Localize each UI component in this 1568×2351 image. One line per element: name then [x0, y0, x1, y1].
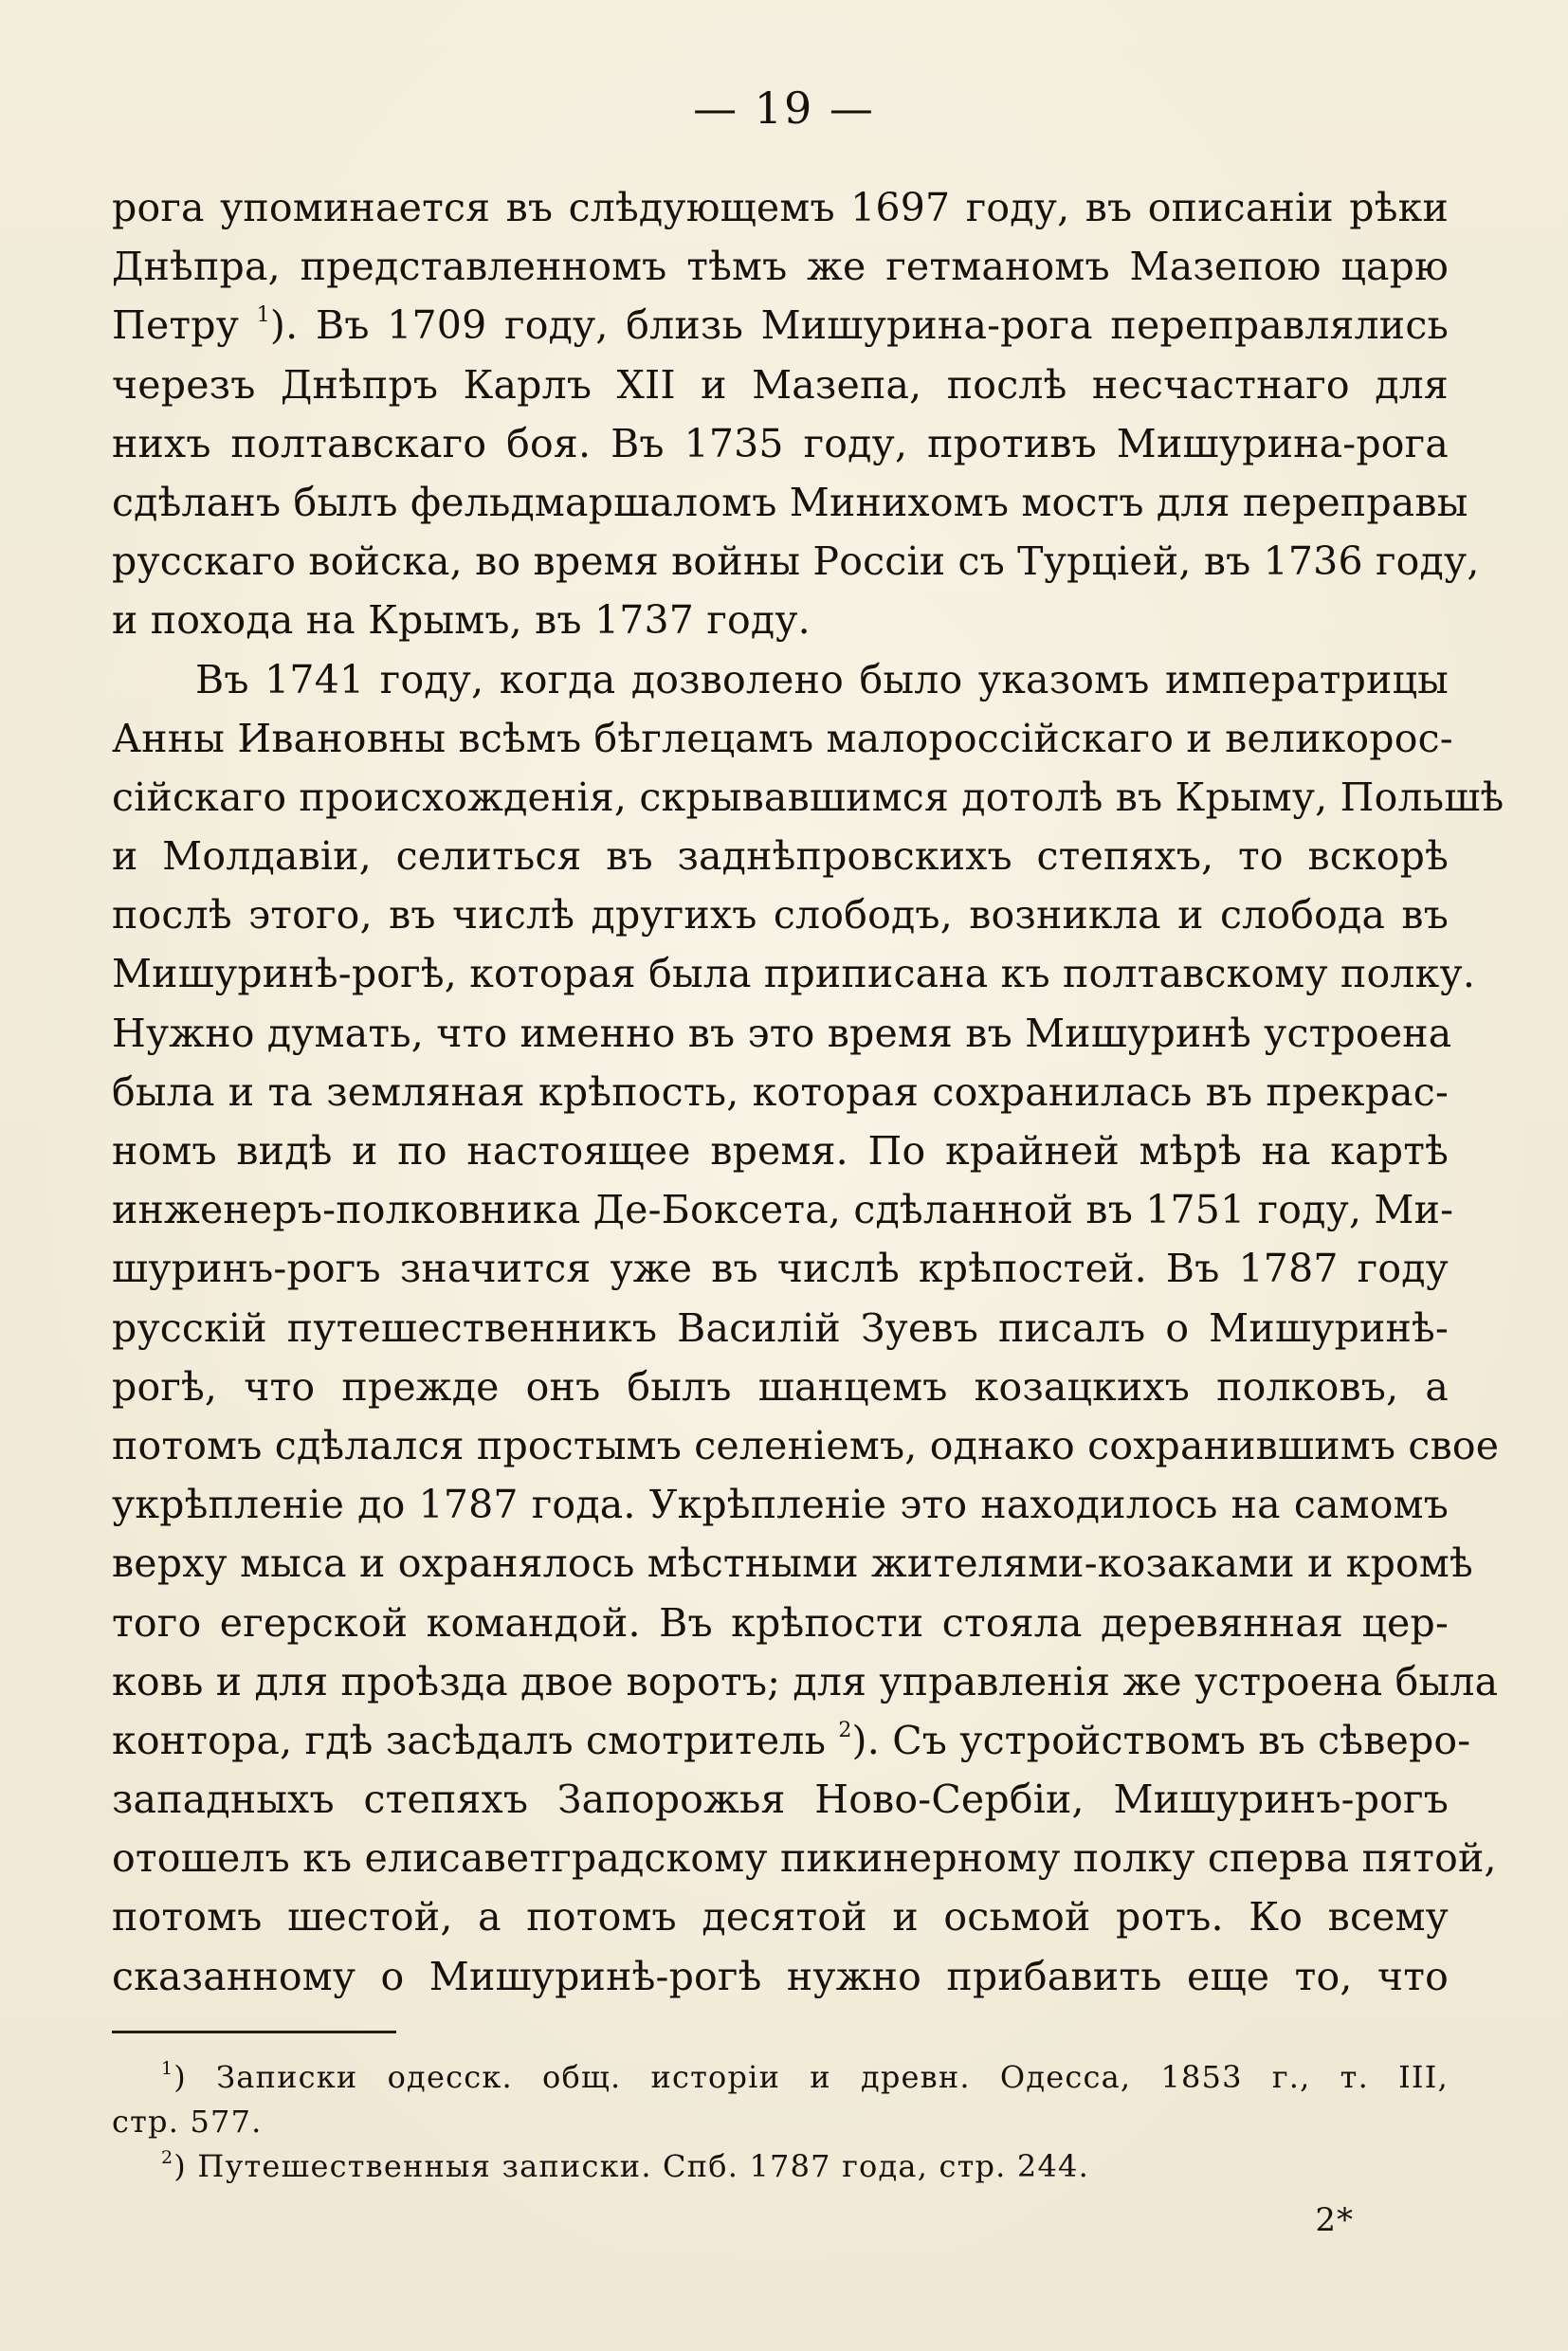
- line-part: Петру: [112, 302, 240, 349]
- text-line: сказанному о Мишуринѣ-рогѣ нужно прибавить еще то, что: [112, 1953, 1449, 1999]
- text-line: Анны Ивановны всѣмъ бѣглецамъ малороссійскаго и великорос-: [112, 715, 1453, 761]
- text-line: рогѣ, что прежде онъ былъ шанцемъ козацкихъ полковъ, а: [112, 1363, 1449, 1410]
- text-line: потомъ сдѣлался простымъ селеніемъ, однако сохранившимъ свое: [112, 1422, 1500, 1468]
- line-part: контора, гдѣ засѣдалъ смотритель: [112, 1717, 827, 1763]
- text-line: русскій путешественникъ Василій Зуевъ писалъ о Мишуринѣ-: [112, 1304, 1449, 1351]
- text-line: потомъ шестой, а потомъ десятой и осьмой ротъ. Ко всему: [112, 1894, 1449, 1941]
- text-line: укрѣпленіе до 1787 года. Укрѣпленіе это находилось на самомъ: [112, 1482, 1449, 1528]
- text-line: рога упоминается въ слѣдующемъ 1697 году, въ описаніи рѣки: [112, 185, 1449, 230]
- text-line: Нужно думать, что именно въ это время въ Мишуринѣ устроена: [112, 1010, 1452, 1056]
- text-line: нихъ полтавскаго боя. Въ 1735 году, противъ Мишурина-рога: [112, 420, 1449, 466]
- text-line: ковь и для проѣзда двое воротъ; для управленія же устроена была: [112, 1658, 1499, 1704]
- text-line: была и та земляная крѣпость, которая сохранилась въ прекрас-: [112, 1068, 1449, 1115]
- text-line: и Молдавіи, селиться въ заднѣпровскихъ степяхъ, то вскорѣ: [112, 833, 1449, 880]
- line-part: ). Съ устройствомъ въ сѣверо-: [851, 1717, 1471, 1763]
- text-line: шуринъ-рогъ значится уже въ числѣ крѣпостей. Въ 1787 году: [112, 1246, 1449, 1292]
- footnote-2: [112, 2144, 1449, 2189]
- footnote-1: [112, 2055, 1449, 2100]
- text-line: черезъ Днѣпръ Карлъ XII и Мазепа, послѣ несчастнаго для: [112, 361, 1449, 408]
- text-line: Мишуринѣ-рогѣ, которая была приписана къ полтавскому полку.: [112, 951, 1476, 997]
- signature-mark: 2*: [1315, 2201, 1354, 2239]
- text-line: сійскаго происхожденія, скрывавшимся дотолѣ въ Крыму, Польшѣ: [112, 774, 1504, 820]
- main-text: [112, 178, 1504, 2006]
- footnote-1-continuation: стр. 577.: [112, 2104, 263, 2140]
- footnote-divider: [112, 2031, 396, 2033]
- text-line: отошелъ къ елисаветградскому пикинерному полку сперва пятой,: [112, 1835, 1497, 1882]
- text-line: того егерской командой. Въ крѣпости стояла деревянная цер-: [112, 1599, 1449, 1646]
- text-line: номъ видѣ и по настоящее время. По крайней мѣрѣ на картѣ: [112, 1128, 1449, 1174]
- page-number-header: — 19 —: [693, 82, 875, 134]
- text-line: западныхъ степяхъ Запорожья Ново-Сербіи, Мишуринъ-рогъ: [112, 1777, 1449, 1823]
- text-line: сдѣланъ былъ фельдмаршаломъ Минихомъ мостъ для переправы: [112, 479, 1468, 525]
- line-part: ). Въ 1709 году, близь Мишурина-рога переправлялись: [269, 302, 1449, 349]
- text-line: инженеръ-полковника Де-Боксета, сдѣланной въ 1751 году, Ми-: [112, 1187, 1454, 1233]
- footnote-text: ) Путешественныя записки. Спб. 1787 года, стр. 244.: [173, 2148, 1089, 2184]
- text-line: русскаго войска, во время войны Россіи съ Турціей, въ 1736 году,: [112, 538, 1480, 585]
- text-line: и похода на Крымъ, въ 1737 году.: [112, 597, 811, 644]
- text-line: [112, 296, 1449, 355]
- footnote-marker-2: 2: [161, 2147, 174, 2168]
- paragraph-start-line: Въ 1741 году, когда дозволено было указомъ императрицы: [195, 656, 1449, 702]
- text-line: послѣ этого, въ числѣ другихъ слободъ, возникла и слобода въ: [112, 892, 1449, 939]
- footnotes-section: [112, 2055, 1449, 2189]
- text-line: верху мыса и охранялось мѣстными жителями-козаками и кромѣ: [112, 1540, 1473, 1587]
- footnote-ref-2: 2: [838, 1718, 852, 1742]
- footnote-marker-1: 1: [161, 2058, 174, 2079]
- text-line: [112, 1711, 1471, 1770]
- footnote-text: ) Записки одесск. общ. исторіи и древн. Одесса, 1853 г., т. III,: [173, 2059, 1449, 2095]
- footnote-ref-1: 1: [256, 303, 270, 328]
- text-line: Днѣпра, представленномъ тѣмъ же гетманомъ Мазепою царю: [112, 244, 1449, 290]
